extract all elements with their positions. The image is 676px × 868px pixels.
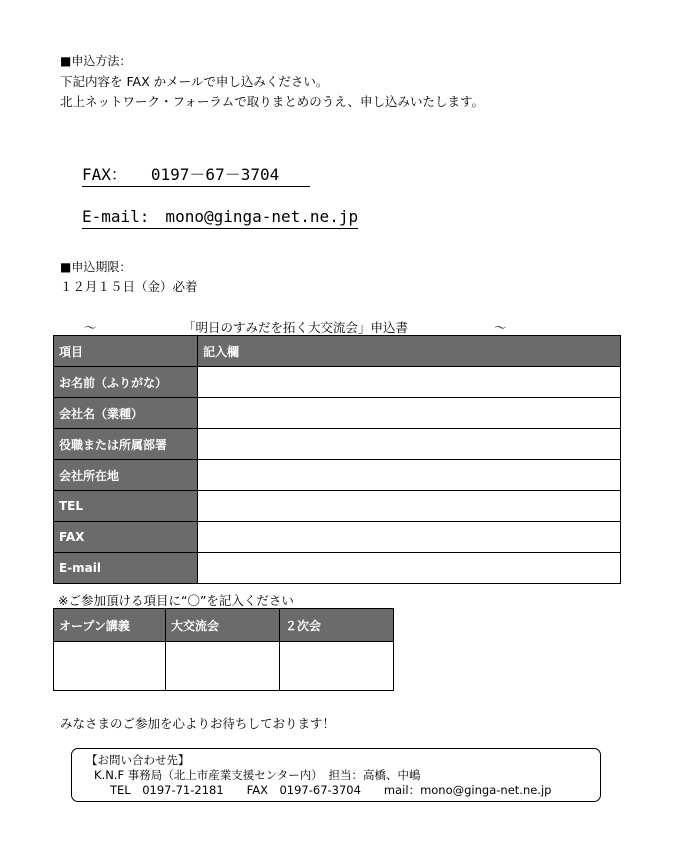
form-title: 「明日のすみだを拓く大交流会」申込書 <box>183 320 409 335</box>
form-row-company <box>54 398 621 429</box>
entry-main-event[interactable] <box>166 642 280 691</box>
participation-table <box>53 608 394 691</box>
col-after-party: ２次会 <box>280 609 394 642</box>
row-label-fax: FAX <box>54 522 198 553</box>
form-title-tilde-right: ～ <box>494 320 507 335</box>
form-row-position <box>54 429 621 460</box>
col-open-lecture: オープン講義 <box>54 609 166 642</box>
inquiry-office: K.N.F 事務局（北上市産業支援センター内） 担当：高橋、中嶋 <box>94 768 421 782</box>
row-label-position: 役職または所属部署 <box>54 429 198 460</box>
form-row-email <box>54 553 621 584</box>
participation-note: ※ご参加頂ける項目に“〇”を記入ください <box>58 593 294 608</box>
header-item: 項目 <box>54 336 198 367</box>
header-entry: 記入欄 <box>198 336 621 367</box>
participation-header-row <box>54 609 394 642</box>
entry-email[interactable] <box>198 553 621 584</box>
form-row-name <box>54 367 621 398</box>
method-line-1: 下記内容を FAX かメールで申し込みください。 <box>60 74 329 89</box>
closing-message: みなさまのご参加を心よりお待ちしております！ <box>60 716 336 731</box>
deadline-value: １２月１５日（金）必着 <box>60 279 198 294</box>
form-row-tel <box>54 491 621 522</box>
method-heading: ■申込方法： <box>60 54 132 68</box>
entry-tel[interactable] <box>198 491 621 522</box>
entry-fax[interactable] <box>198 522 621 553</box>
form-row-fax <box>54 522 621 553</box>
form-row-address <box>54 460 621 491</box>
entry-position[interactable] <box>198 429 621 460</box>
participation-entry-row <box>54 642 394 691</box>
row-label-address: 会社所在地 <box>54 460 198 491</box>
application-form-table <box>53 335 621 584</box>
method-line-2: 北上ネットワーク・フォーラムで取りまとめのうえ、申し込みいたします。 <box>60 94 485 109</box>
fax-number: FAX： 0197－67－3704 <box>82 162 310 187</box>
row-label-name: お名前（ふりがな） <box>54 367 198 398</box>
row-label-email: E-mail <box>54 553 198 584</box>
form-title-tilde-left: ～ <box>84 320 97 335</box>
inquiry-details: TEL 0197-71-2181 FAX 0197-67-3704 mail：mono@ginga-net.ne.jp <box>110 783 552 797</box>
inquiry-box <box>71 748 601 802</box>
form-header-row <box>54 336 621 367</box>
entry-open-lecture[interactable] <box>54 642 166 691</box>
row-label-tel: TEL <box>54 491 198 522</box>
col-main-event: 大交流会 <box>166 609 280 642</box>
deadline-heading: ■申込期限： <box>60 260 132 274</box>
entry-after-party[interactable] <box>280 642 394 691</box>
entry-company[interactable] <box>198 398 621 429</box>
entry-address[interactable] <box>198 460 621 491</box>
row-label-company: 会社名（業種） <box>54 398 198 429</box>
entry-name[interactable] <box>198 367 621 398</box>
inquiry-title: 【お問い合わせ先】 <box>86 753 190 767</box>
email-address[interactable]: E-mail: mono@ginga-net.ne.jp <box>82 204 358 229</box>
